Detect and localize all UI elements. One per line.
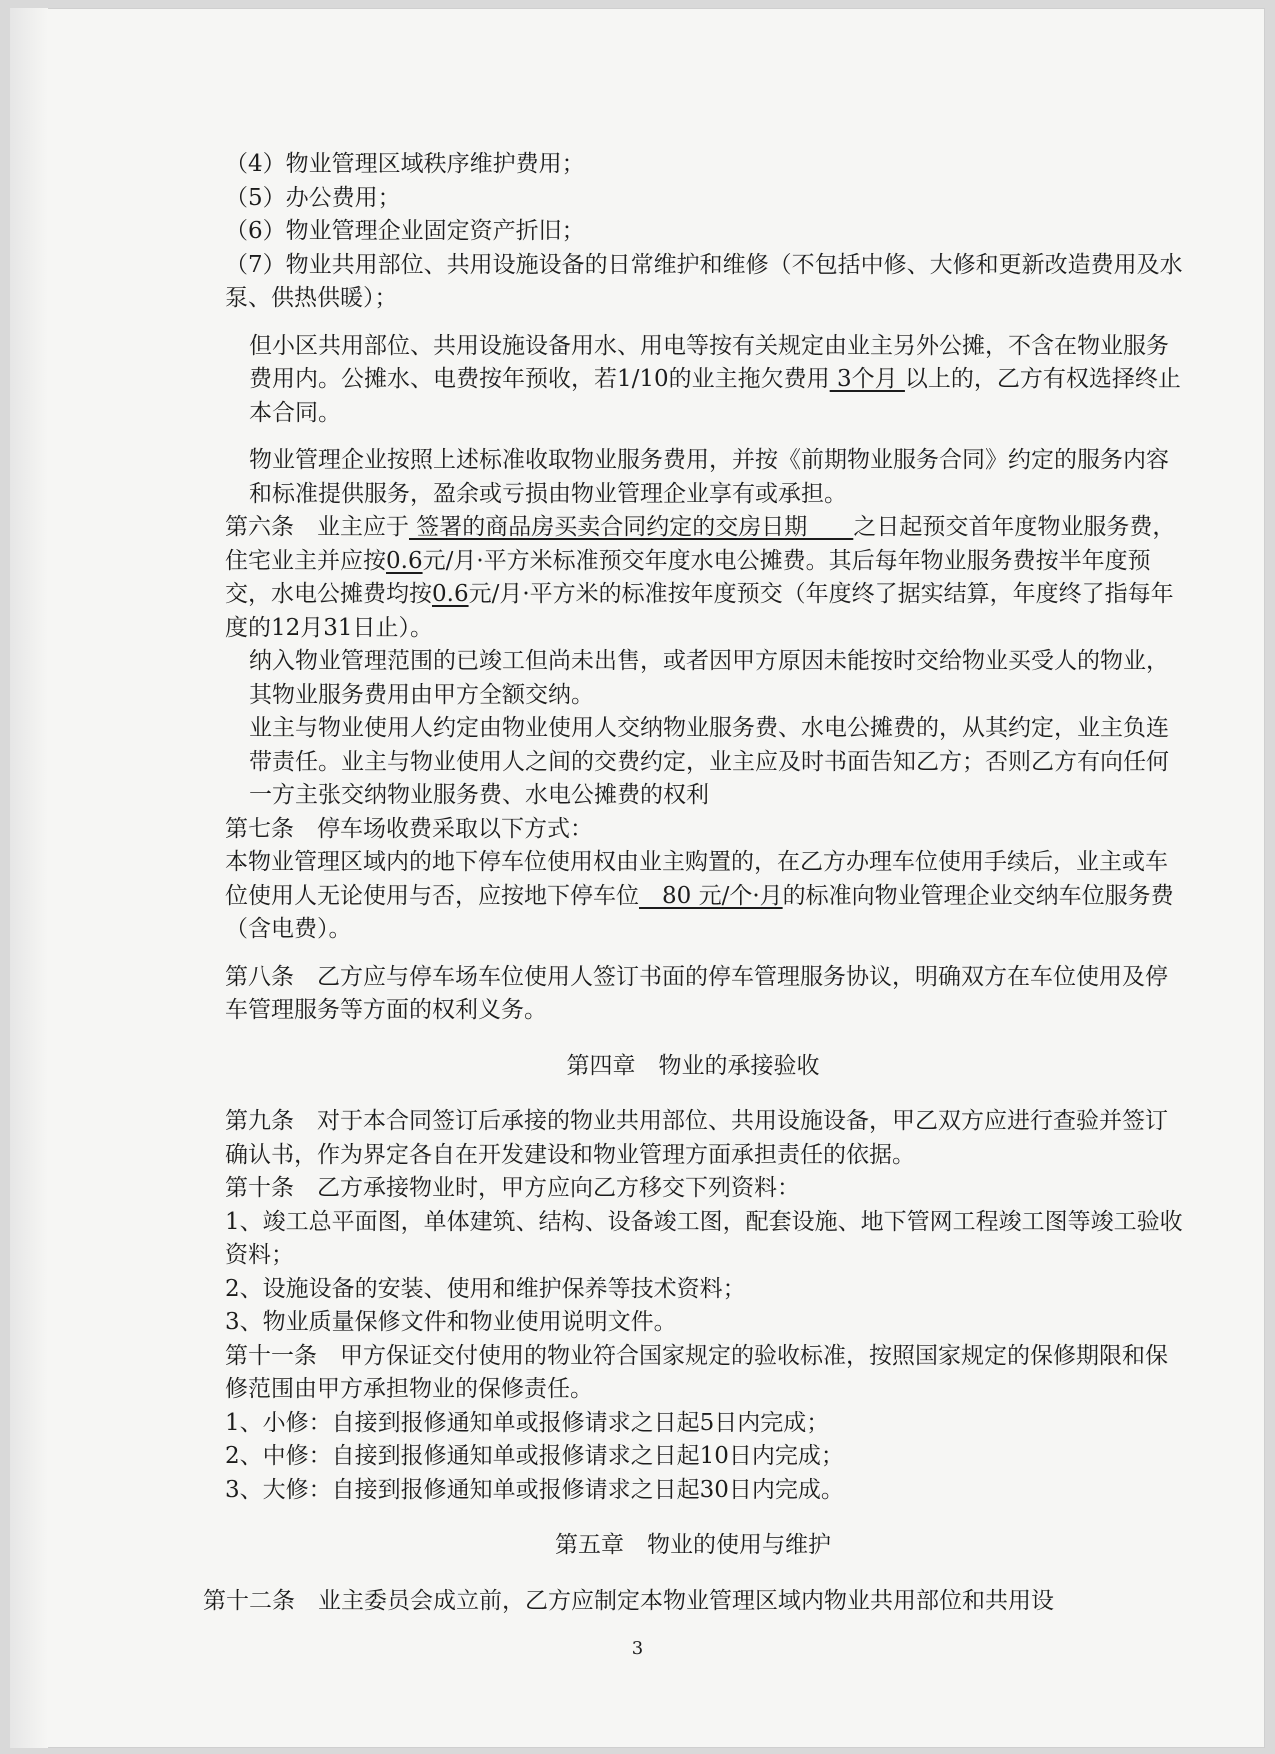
- document-page: [10, 8, 1265, 1748]
- paragraph: 物业管理企业按照上述标准收取物业服务费用，并按《前期物业服务合同》约定的服务内容和标准提供服务，盈余或亏损由物业管理企业享有或承担。: [249, 447, 1169, 507]
- article-7: 第七条 停车场收费采取以下方式：: [225, 815, 593, 842]
- article-12: 第十二条 业主委员会成立前，乙方应制定本物业管理区域内物业共用部位和共用设: [203, 1587, 1054, 1614]
- article-8: 第八条 乙方应与停车场车位使用人签订书面的停车管理服务协议，明确双方在车位使用及停车管理服务等方面的权利义务。: [225, 963, 1168, 1023]
- paragraph: （7）物业共用部位、共用设施设备的日常维护和维修（不包括中修、大修和更新改造费用及水泵、供热供暖）；: [225, 251, 1183, 311]
- list-item: 3、物业质量保修文件和物业使用说明文件。: [225, 1309, 677, 1335]
- chapter-4-heading: 第四章 物业的承接验收: [566, 1052, 820, 1079]
- paragraph: （4）物业管理区域秩序维护费用；: [225, 151, 585, 177]
- paragraph: （5）办公费用；: [225, 184, 401, 211]
- paragraph: 但小区共用部位、共用设施设备用水、用电等按有关规定由业主另外公摊，不含在物业服务费用内。公摊水、电费按年预收，若1/10的业主拖欠费用 3个月 以上的，乙方有权选择终止本合同。: [249, 332, 1181, 426]
- document-body: [203, 148, 1183, 1618]
- article-9: 第九条 对于本合同签订后承接的物业共用部位、共用设施设备，甲乙双方应进行查验并签订确认书，作为界定各自在开发建设和物业管理方面承担责任的依据。: [225, 1108, 1168, 1168]
- list-item: 1、小修：自接到报修通知单或报修请求之日起5日内完成；: [225, 1409, 830, 1436]
- article-6: 第六条 业主应于 签署的商品房买卖合同约定的交房日期 之日起预交首年度物业服务费，住宅业主并应按0.6元/月·平方米标准预交年度水电公摊费。其后每年物业服务费按半年度预交，水电公摊费均按0.6元/月·平方米的标准按年度预交（年度终了据实结算，年度终了指每年度的12月31日止）。: [225, 514, 1176, 641]
- chapter-5-heading: 第五章 物业的使用与维护: [555, 1532, 831, 1558]
- list-item: 1、竣工总平面图，单体建筑、结构、设备竣工图，配套设施、地下管网工程竣工图等竣工验收资料；: [225, 1208, 1183, 1268]
- paragraph: 本物业管理区域内的地下停车位使用权由业主购置的，在乙方办理车位使用手续后，业主或车位使用人无论使用与否，应按地下停车位 80 元/个·月的标准向物业管理企业交纳车位服务费（含电费）。: [225, 849, 1174, 942]
- article-11: 第十一条 甲方保证交付使用的物业符合国家规定的验收标准，按照国家规定的保修期限和保修范围由甲方承担物业的保修责任。: [225, 1342, 1168, 1402]
- paragraph: （6）物业管理企业固定资产折旧；: [225, 218, 585, 244]
- page-number: 3: [631, 1638, 644, 1659]
- paragraph: 纳入物业管理范围的已竣工但尚未出售，或者因甲方原因未能按时交给物业买受人的物业，其物业服务费用由甲方全额交纳。: [249, 648, 1169, 708]
- list-item: 3、大修：自接到报修通知单或报修请求之日起30日内完成。: [225, 1476, 844, 1503]
- list-item: 2、中修：自接到报修通知单或报修请求之日起10日内完成；: [225, 1443, 844, 1469]
- article-10: 第十条 乙方承接物业时，甲方应向乙方移交下列资料：: [225, 1175, 800, 1201]
- paragraph: 业主与物业使用人约定由物业使用人交纳物业服务费、水电公摊费的，从其约定，业主负连带责任。业主与物业使用人之间的交费约定，业主应及时书面告知乙方；否则乙方有向任何一方主张交纳物业服务费、水电公摊费的权利: [249, 715, 1169, 808]
- list-item: 2、设施设备的安装、使用和维护保养等技术资料；: [225, 1275, 746, 1302]
